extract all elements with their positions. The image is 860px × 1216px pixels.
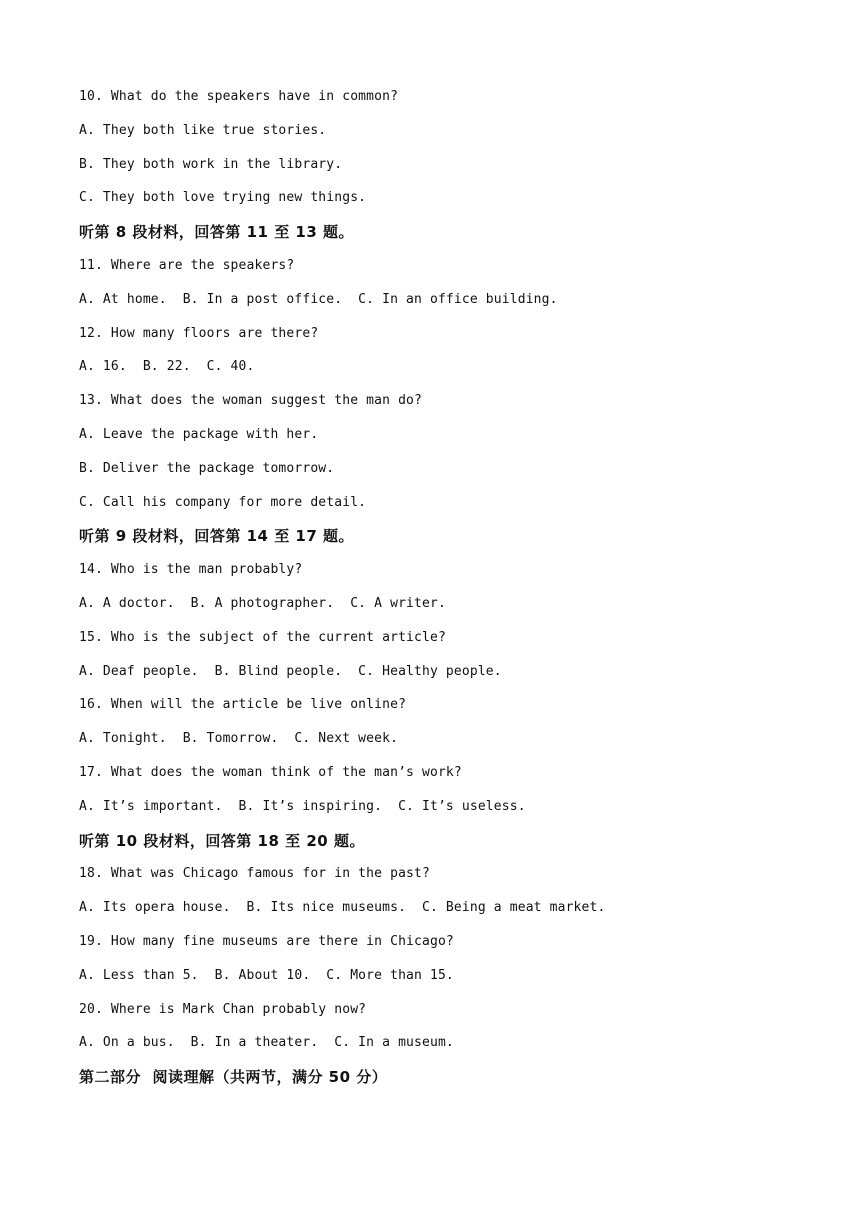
option-line: B. They both work in the library. bbox=[79, 156, 343, 172]
option-line: A. At home. B. In a post office. C. In an office building. bbox=[79, 291, 558, 307]
option-line: C. They both love trying new things. bbox=[79, 190, 367, 206]
exam-page bbox=[79, 87, 820, 1101]
question-17: 17. What does the woman think of the man’s work? bbox=[79, 764, 462, 780]
section-heading-10: 听第 10 段材料，回答第 18 至 20 题。 bbox=[79, 831, 365, 850]
question-12: 12. How many floors are there? bbox=[79, 325, 319, 341]
question-19: 19. How many fine museums are there in Chicago? bbox=[79, 933, 454, 949]
question-10: 10. What do the speakers have in common? bbox=[79, 89, 399, 104]
option-line: A. On a bus. B. In a theater. C. In a museum. bbox=[79, 1035, 454, 1051]
option-line: A. It’s important. B. It’s inspiring. C. It’s useless. bbox=[79, 798, 526, 814]
option-line: A. Leave the package with her. bbox=[79, 426, 319, 442]
option-line: A. Deaf people. B. Blind people. C. Healthy people. bbox=[79, 663, 502, 679]
question-13: 13. What does the woman suggest the man do? bbox=[79, 393, 422, 409]
option-line: A. A doctor. B. A photographer. C. A writer. bbox=[79, 595, 446, 611]
question-14: 14. Who is the man probably? bbox=[79, 562, 303, 578]
option-line: A. Tonight. B. Tomorrow. C. Next week. bbox=[79, 731, 399, 747]
section-heading-9: 听第 9 段材料，回答第 14 至 17 题。 bbox=[79, 527, 355, 546]
question-16: 16. When will the article be live online? bbox=[79, 697, 407, 713]
option-line: A. Its opera house. B. Its nice museums. C. Being a meat market. bbox=[79, 900, 606, 916]
question-20: 20. Where is Mark Chan probably now? bbox=[79, 1001, 367, 1017]
option-line: A. 16. B. 22. C. 40. bbox=[79, 359, 255, 375]
option-line: A. They both like true stories. bbox=[79, 122, 327, 138]
section-heading-8: 听第 8 段材料，回答第 11 至 13 题。 bbox=[79, 223, 355, 242]
option-line: B. Deliver the package tomorrow. bbox=[79, 460, 335, 476]
question-18: 18. What was Chicago famous for in the past? bbox=[79, 866, 430, 882]
option-line: A. Less than 5. B. About 10. C. More than 15. bbox=[79, 967, 454, 983]
question-15: 15. Who is the subject of the current article? bbox=[79, 629, 446, 645]
option-line: C. Call his company for more detail. bbox=[79, 494, 367, 510]
question-11: 11. Where are the speakers? bbox=[79, 257, 295, 273]
part-two-heading: 第二部分 阅读理解（共两节，满分 50 分） bbox=[79, 1068, 388, 1087]
